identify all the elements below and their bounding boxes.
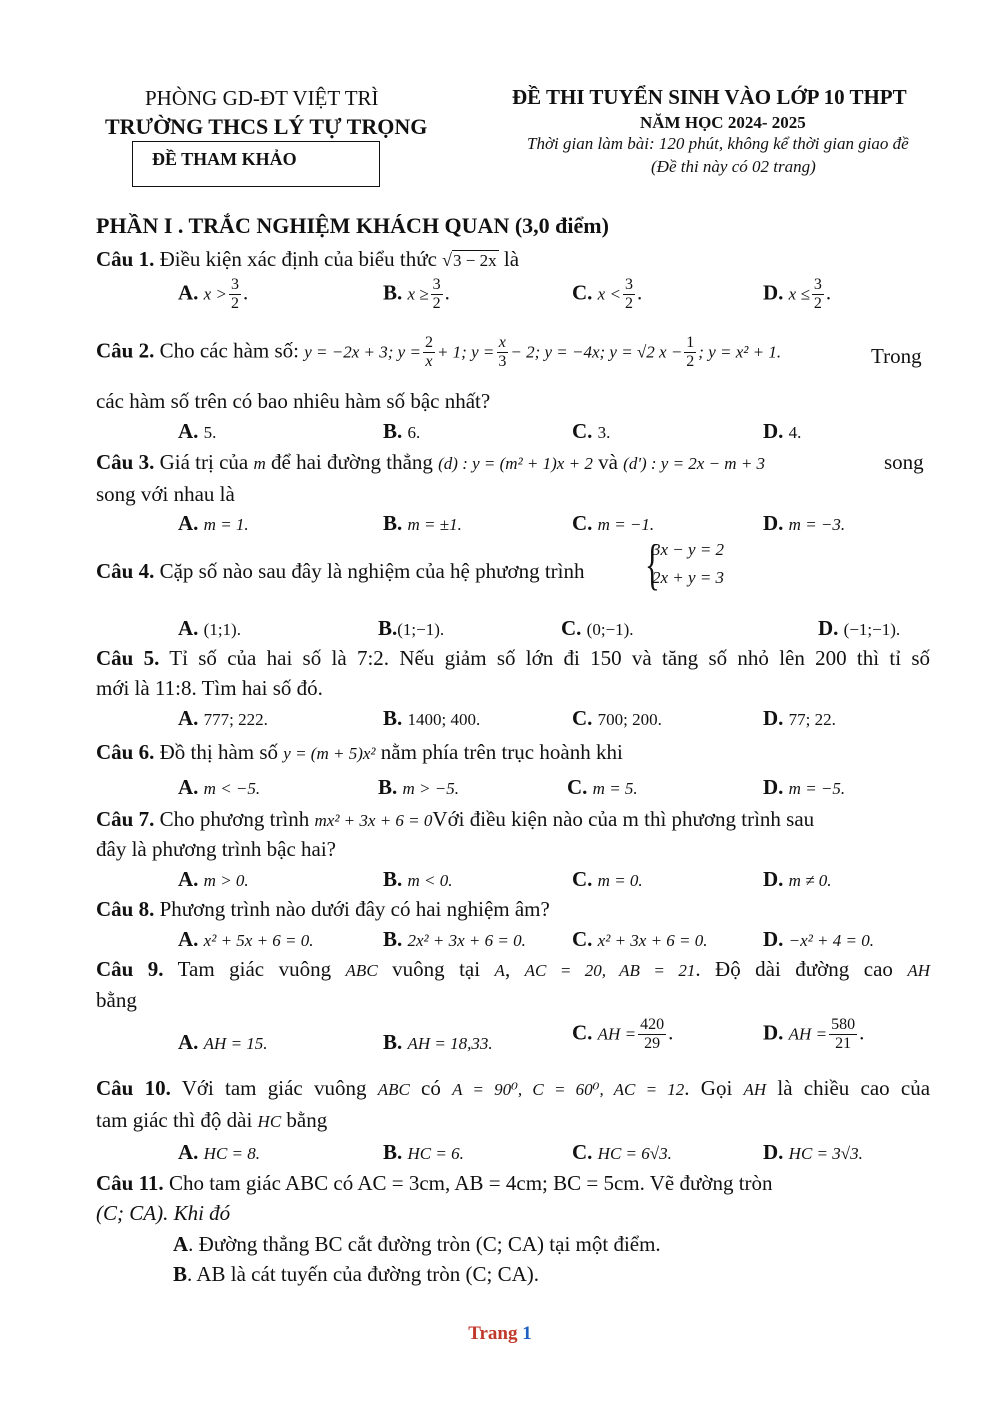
question-7-line2: đây là phương trình bậc hai?: [96, 837, 336, 861]
question-3-line2: song với nhau là: [96, 482, 235, 506]
q5-option-b[interactable]: B. 1400; 400.: [383, 706, 481, 730]
q3-song: song: [884, 450, 924, 474]
radicand: 3 − 2x: [453, 251, 497, 270]
question-9-line2: bằng: [96, 988, 137, 1012]
q9-option-b[interactable]: B. AH = 18,33.: [383, 1030, 493, 1054]
q3-option-a[interactable]: A. m = 1.: [178, 511, 249, 535]
q6-option-b[interactable]: B. m > −5.: [378, 775, 459, 799]
pages-note: (Đề thi này có 02 trang): [651, 157, 816, 176]
question-5: Câu 5. Tỉ số của hai số là 7:2. Nếu giảm số lớn đi 150 và tăng số nhỏ lên 200 thì tỉ số: [96, 646, 930, 670]
q5-option-a[interactable]: A. 777; 222.: [178, 706, 268, 730]
q10-option-b[interactable]: B. HC = 6.: [383, 1140, 464, 1164]
page-word: Trang: [468, 1323, 518, 1344]
q1-option-d[interactable]: D. x ≤ $\frac{3}{2}$ .: [763, 276, 832, 313]
q2-option-a[interactable]: A. 5.: [178, 419, 217, 443]
q2-trong: Trong: [871, 344, 922, 368]
q2-option-b[interactable]: B. 6.: [383, 419, 421, 443]
q9-option-c[interactable]: C. AH = $\frac{420}{29}$ .: [572, 1016, 674, 1053]
q4-option-c[interactable]: C. (0;−1).: [561, 616, 634, 640]
question-9: Câu 9. Tam giác vuông ABC vuông tại A, AC = 20, AB = 21. Độ dài đường cao AH: [96, 957, 931, 981]
exam-title: ĐỀ THI TUYỂN SINH VÀO LỚP 10 THPT: [512, 85, 907, 109]
q4-option-b[interactable]: B.(1;−1).: [378, 616, 445, 640]
question-10-line2: tam giác thì độ dài HC bằng: [96, 1108, 328, 1132]
q2-option-c[interactable]: C. 3.: [572, 419, 611, 443]
question-3: Câu 3. Giá trị của m để hai đường thẳng (d) : y = (m² + 1)x + 2 và (d') : y = 2x − m + 3: [96, 450, 766, 474]
question-2-line2: các hàm số trên có bao nhiêu hàm số bậc nhất?: [96, 389, 491, 413]
page-number: 1: [522, 1323, 532, 1344]
q7-option-c[interactable]: C. m = 0.: [572, 867, 643, 891]
reference-label: ĐỀ THAM KHẢO: [152, 149, 297, 169]
q5-option-c[interactable]: C. 700; 200.: [572, 706, 662, 730]
q8-option-d[interactable]: D. −x² + 4 = 0.: [763, 927, 874, 951]
q5-option-d[interactable]: D. 77; 22.: [763, 706, 836, 730]
q10-option-d[interactable]: D. HC = 3√3.: [763, 1140, 863, 1164]
q8-option-b[interactable]: B. 2x² + 3x + 6 = 0.: [383, 927, 526, 951]
school-year: NĂM HỌC 2024- 2025: [640, 113, 806, 132]
q6-option-c[interactable]: C. m = 5.: [567, 775, 638, 799]
question-2: Câu 2. Cho các hàm số: y = −2x + 3; y = $\frac{2}{x}$ + 1; y = $\frac{x}{3}$ − 2; y = −4x; y = √2 x − $\frac{1}{2}$ ; y = x² + 1.: [96, 334, 782, 371]
question-11: Câu 11. Cho tam giác ABC có AC = 3cm, AB = 4cm; BC = 5cm. Vẽ đường tròn: [96, 1171, 773, 1195]
q11-option-a[interactable]: A. Đường thẳng BC cắt đường tròn (C; CA) tại một điểm.: [173, 1232, 661, 1256]
question-5-line2: mới là 11:8. Tìm hai số đó.: [96, 676, 323, 700]
question-11-line2: (C; CA). Khi đó: [96, 1201, 231, 1225]
q7-option-b[interactable]: B. m < 0.: [383, 867, 453, 891]
q4-option-d[interactable]: D. (−1;−1).: [818, 616, 901, 640]
question-label: Câu 1.: [96, 247, 155, 271]
q3-option-d[interactable]: D. m = −3.: [763, 511, 846, 535]
school-name: TRƯỜNG THCS LÝ TỰ TRỌNG: [105, 114, 428, 139]
q11-option-b[interactable]: B. AB là cát tuyến của đường tròn (C; CA).: [173, 1262, 540, 1286]
q3-option-c[interactable]: C. m = −1.: [572, 511, 655, 535]
q10-option-c[interactable]: C. HC = 6√3.: [572, 1140, 672, 1164]
q1-option-a[interactable]: A. x > $\frac{3}{2}$ .: [178, 276, 249, 313]
question-4: Câu 4. Cặp số nào sau đây là nghiệm của hệ phương trình: [96, 559, 585, 583]
q4-option-a[interactable]: A. (1;1).: [178, 616, 241, 640]
q8-option-a[interactable]: A. x² + 5x + 6 = 0.: [178, 927, 314, 951]
q1-option-b[interactable]: B. x ≥ $\frac{3}{2}$ .: [383, 276, 450, 313]
q10-option-a[interactable]: A. HC = 8.: [178, 1140, 261, 1164]
question-7: Câu 7. Cho phương trình mx² + 3x + 6 = 0Với điều kiện nào của m thì phương trình sau: [96, 807, 815, 831]
system-brace: {: [645, 534, 660, 596]
q6-option-a[interactable]: A. m < −5.: [178, 775, 261, 799]
question-10: Câu 10. Với tam giác vuông ABC có A = 90⁰, C = 60⁰, AC = 12. Gọi AH là chiều cao của: [96, 1076, 931, 1100]
time-note: Thời gian làm bài: 120 phút, không kể thời gian giao đề: [527, 134, 909, 153]
q8-option-c[interactable]: C. x² + 3x + 6 = 0.: [572, 927, 708, 951]
question-text: Điều kiện xác định của biểu thức: [159, 247, 437, 271]
q9-option-a[interactable]: A. AH = 15.: [178, 1030, 268, 1054]
question-1: Câu 1. Điều kiện xác định của biểu thức √3 − 2x là: [96, 247, 520, 271]
equation-system: 3x − y = 2 2x + y = 3: [652, 540, 725, 587]
question-6: Câu 6. Đồ thị hàm số y = (m + 5)x² nằm phía trên trục hoành khi: [96, 740, 623, 764]
section-title: PHẦN I . TRẮC NGHIỆM KHÁCH QUAN (3,0 điểm): [96, 213, 609, 238]
page-footer: [0, 1323, 1000, 1345]
q1-option-c[interactable]: C. x < $\frac{3}{2}$ .: [572, 276, 643, 313]
q7-option-a[interactable]: A. m > 0.: [178, 867, 249, 891]
q6-option-d[interactable]: D. m = −5.: [763, 775, 846, 799]
question-8: Câu 8. Phương trình nào dưới đây có hai nghiệm âm?: [96, 897, 550, 921]
q2-option-d[interactable]: D. 4.: [763, 419, 802, 443]
q3-option-b[interactable]: B. m = ±1.: [383, 511, 462, 535]
q7-option-d[interactable]: D. m ≠ 0.: [763, 867, 832, 891]
department-name: PHÒNG GD-ĐT VIỆT TRÌ: [145, 86, 379, 110]
q9-option-d[interactable]: D. AH = $\frac{580}{21}$ .: [763, 1016, 865, 1053]
